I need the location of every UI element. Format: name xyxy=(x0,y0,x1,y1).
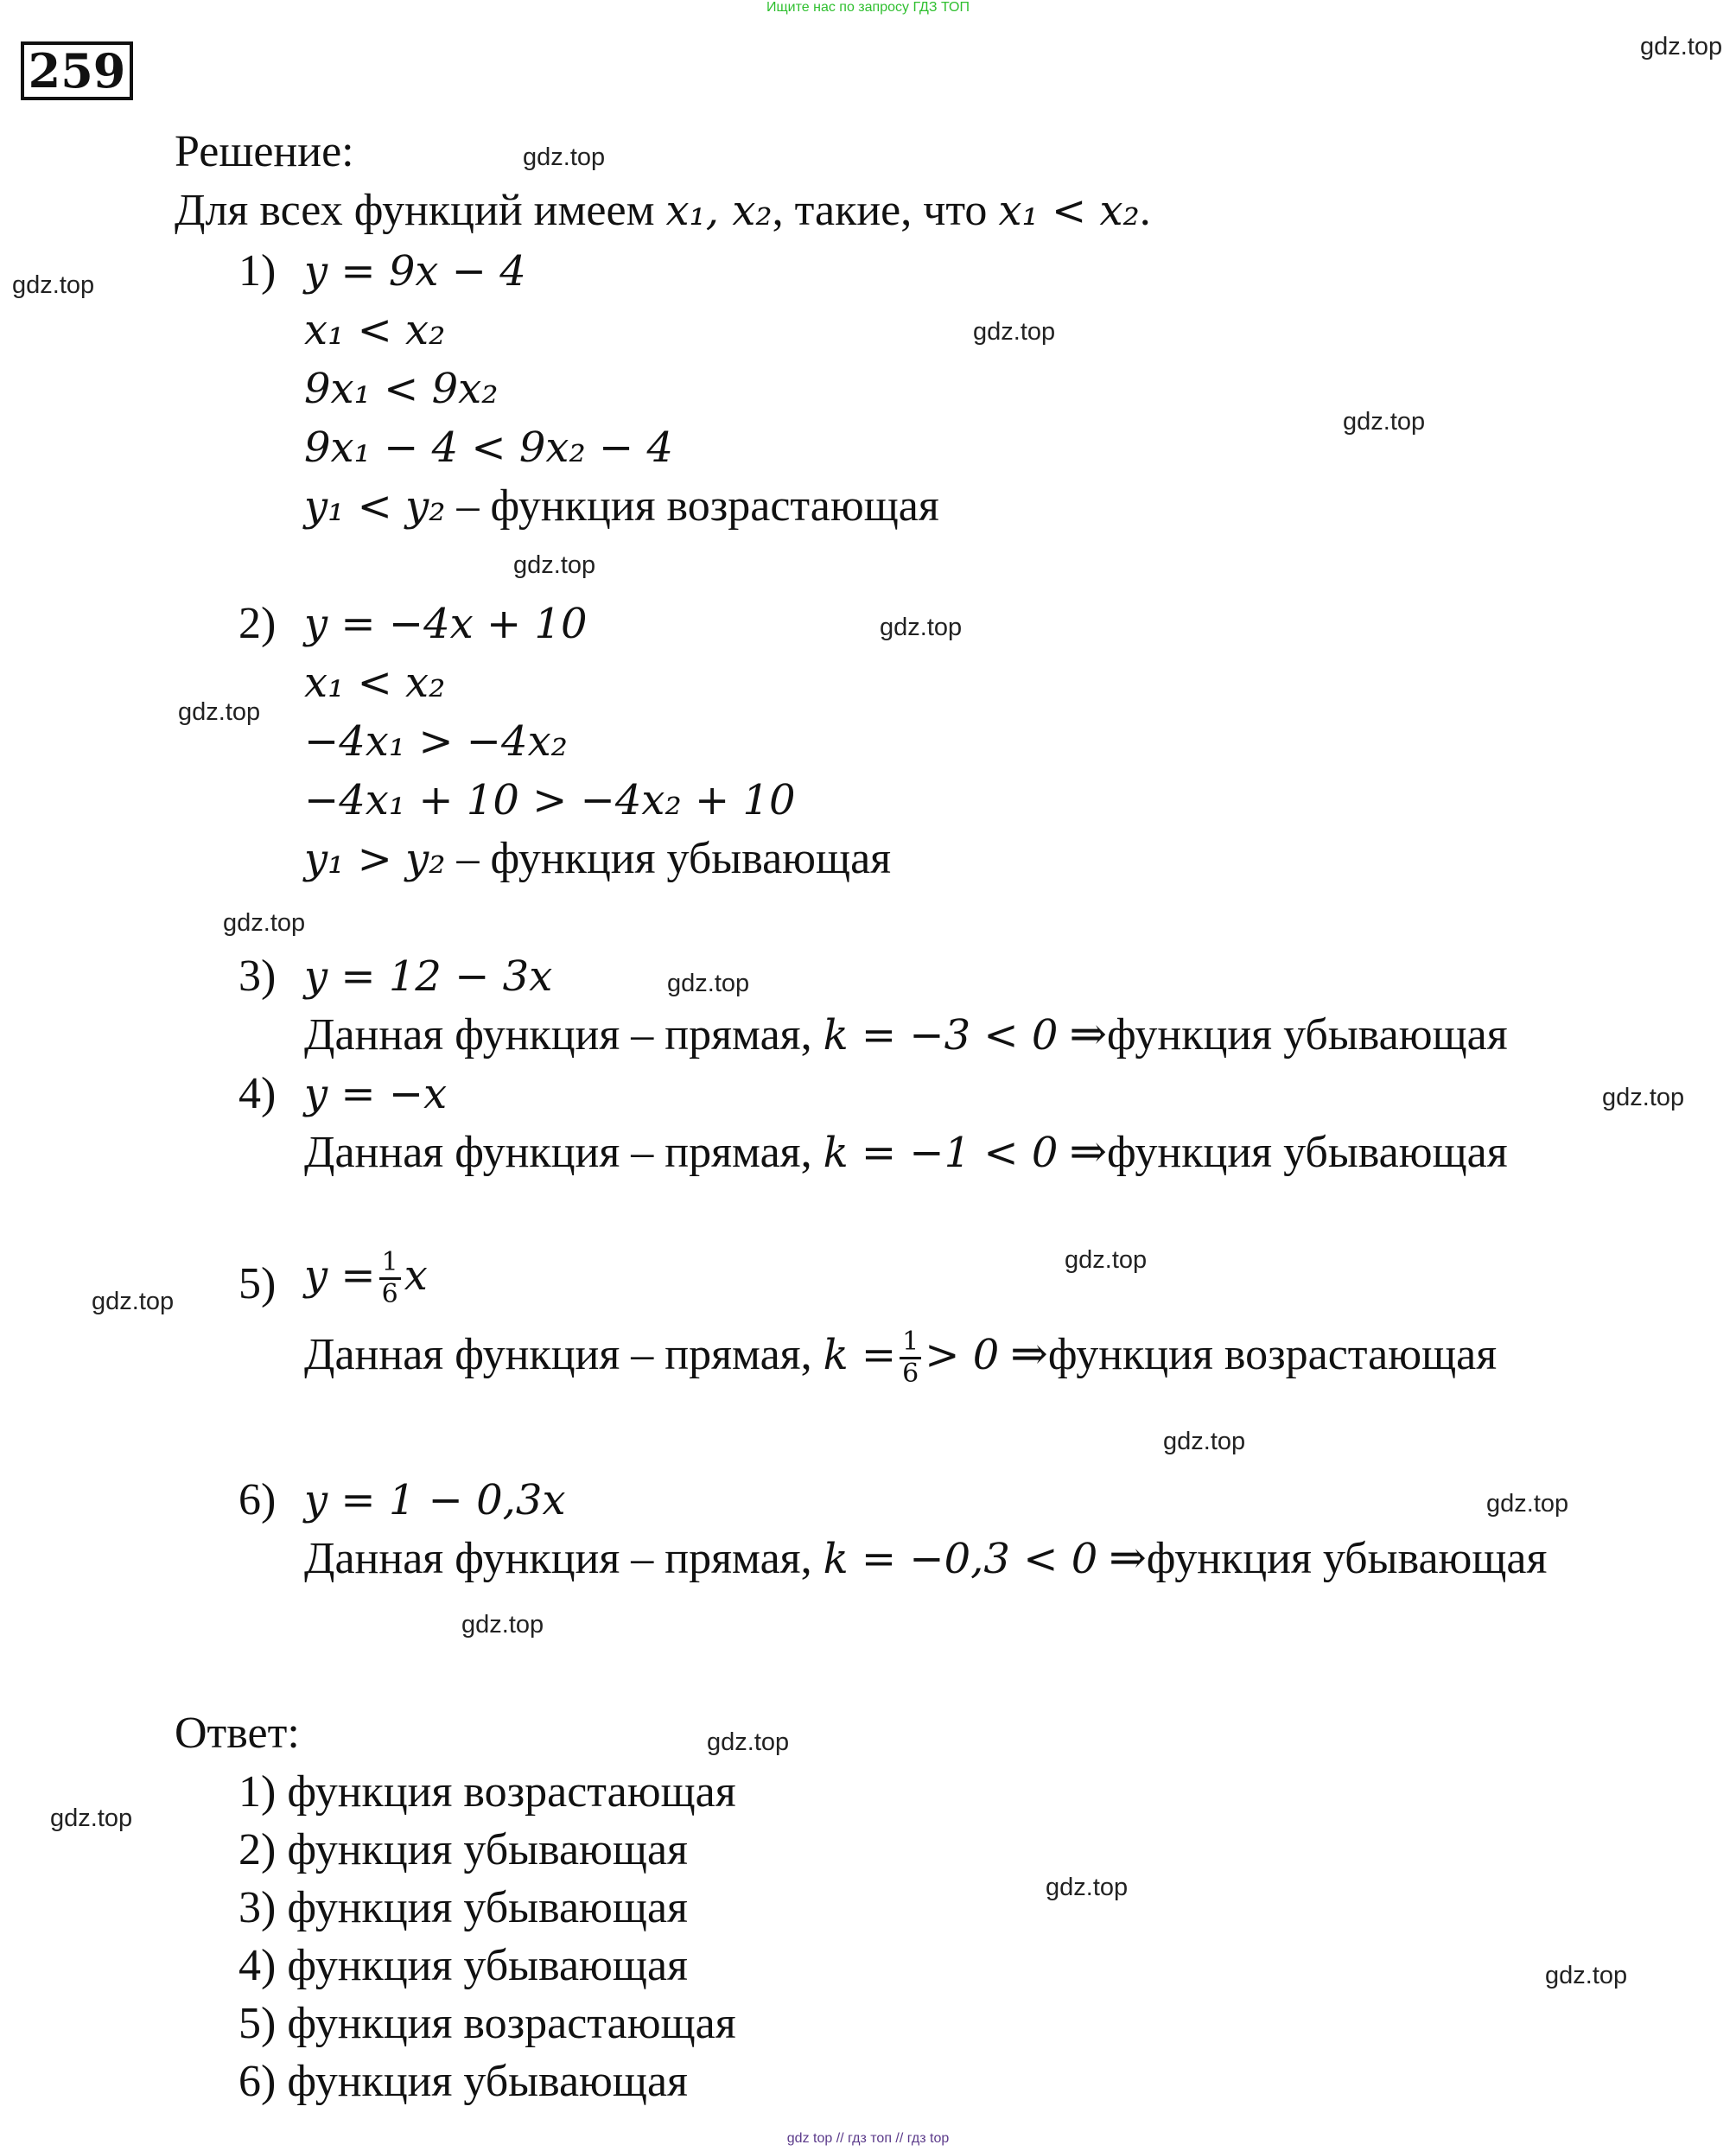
item-conclusion: Данная функция – прямая, k = $\frac{1}{6}$ > 0 ⇒функция возрастающая xyxy=(304,1327,1498,1389)
item-conclusion: Данная функция – прямая, k = −0,3 < 0 ⇒функция убывающая xyxy=(304,1534,1548,1583)
item-equation: y = −4x + 10 xyxy=(304,600,588,648)
solution-heading: Решение: xyxy=(175,127,354,176)
item-result: y₁ < y₂ – функция возрастающая xyxy=(304,481,939,531)
watermark: gdz.top xyxy=(92,1288,175,1315)
watermark: gdz.top xyxy=(1343,408,1426,436)
watermark: gdz.top xyxy=(1486,1490,1569,1518)
watermark: gdz.top xyxy=(1046,1874,1129,1901)
footer-watermark: gdz top // гдз топ // гдз top xyxy=(786,2131,950,2146)
answer-item: 6) функция убывающая xyxy=(238,2057,688,2106)
watermark: gdz.top xyxy=(1640,33,1723,60)
item-number: 5) xyxy=(238,1259,277,1308)
item-equation: y = 12 − 3x xyxy=(304,952,553,1001)
item-number: 1) xyxy=(238,246,277,296)
item-number: 2) xyxy=(238,599,277,648)
watermark: gdz.top xyxy=(50,1804,133,1832)
answer-heading: Ответ: xyxy=(175,1709,300,1758)
item-step: −4x₁ + 10 > −4x₂ + 10 xyxy=(304,776,796,824)
item-equation: y = 9x − 4 xyxy=(304,247,526,296)
answer-item: 3) функция убывающая xyxy=(238,1883,688,1932)
watermark: gdz.top xyxy=(1545,1962,1628,1989)
watermark: gdz.top xyxy=(1065,1246,1148,1274)
item-equation: y = 1 − 0,3x xyxy=(304,1476,566,1524)
watermark: gdz.top xyxy=(461,1611,544,1639)
watermark: gdz.top xyxy=(973,318,1056,346)
item-conclusion: Данная функция – прямая, k = −1 < 0 ⇒функция убывающая xyxy=(304,1128,1508,1177)
watermark: gdz.top xyxy=(12,271,95,299)
item-number: 4) xyxy=(238,1069,277,1118)
item-equation: y = $\frac{1}{6}$ x xyxy=(304,1247,428,1309)
item-number: 6) xyxy=(238,1475,277,1524)
answer-item: 5) функция возрастающая xyxy=(238,1999,736,2048)
item-step: 9x₁ − 4 < 9x₂ − 4 xyxy=(304,423,673,472)
answer-item: 2) функция убывающая xyxy=(238,1825,688,1874)
watermark: gdz.top xyxy=(1602,1084,1685,1111)
item-step: 9x₁ < 9x₂ xyxy=(304,365,499,413)
watermark: gdz.top xyxy=(880,614,963,641)
item-equation: y = −x xyxy=(304,1070,448,1118)
item-step: x₁ < x₂ xyxy=(304,659,446,707)
problem-number: 259 xyxy=(21,41,133,100)
intro-line: Для всех функций имеем x₁, x₂, такие, что x₁ < x₂. xyxy=(175,186,1151,235)
watermark: gdz.top xyxy=(513,551,596,579)
watermark: gdz.top xyxy=(178,698,261,726)
item-step: x₁ < x₂ xyxy=(304,306,446,354)
top-banner: Ищите нас по запросу ГДЗ ТОП xyxy=(766,0,970,15)
watermark: gdz.top xyxy=(707,1728,790,1756)
fraction: $\frac{1}{6}$ xyxy=(379,1248,401,1309)
watermark: gdz.top xyxy=(523,143,606,171)
fraction: $\frac{1}{6}$ xyxy=(900,1327,921,1389)
watermark: gdz.top xyxy=(667,970,750,997)
answer-item: 4) функция убывающая xyxy=(238,1941,688,1990)
item-step: −4x₁ > −4x₂ xyxy=(304,717,568,766)
answer-item: 1) функция возрастающая xyxy=(238,1767,736,1817)
watermark: gdz.top xyxy=(223,909,306,937)
item-result: y₁ > y₂ – функция убывающая xyxy=(304,834,892,883)
item-number: 3) xyxy=(238,951,277,1001)
watermark: gdz.top xyxy=(1163,1428,1246,1455)
item-conclusion: Данная функция – прямая, k = −3 < 0 ⇒функция убывающая xyxy=(304,1010,1508,1060)
